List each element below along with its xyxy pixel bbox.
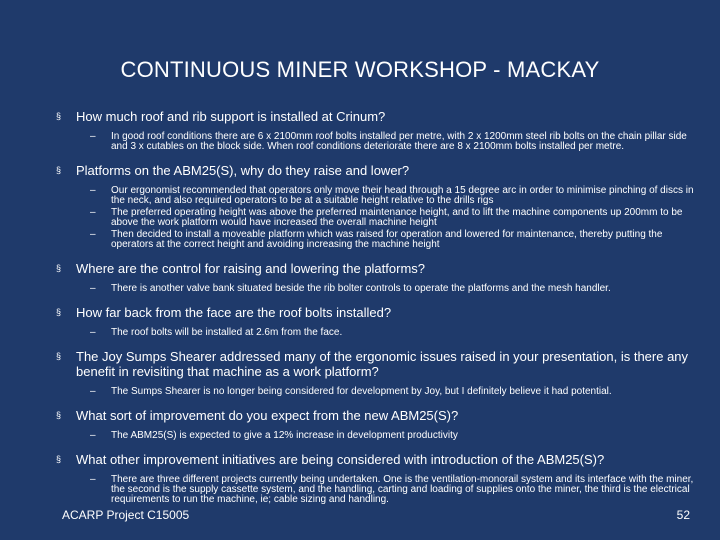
dash-icon: – xyxy=(90,327,96,338)
bullet-icon: § xyxy=(56,454,62,464)
question-label: The Joy Sumps Shearer addressed many of the ergonomic issues raised in your presentation, is there any benefit in revisiting that machine as a work platform? xyxy=(76,349,689,379)
answer-text: Then decided to install a moveable platform which was raised for operation and lowered for maintenance, thereby putting the operators at the correct height and avoiding increasing the machine height xyxy=(111,229,663,250)
page-number: 52 xyxy=(676,508,690,522)
answer-item xyxy=(56,208,696,228)
dash-icon: – xyxy=(90,207,96,218)
answer-item xyxy=(56,387,696,397)
question-text xyxy=(56,305,696,320)
bullet-icon: § xyxy=(56,165,62,175)
question-label: Platforms on the ABM25(S), why do they raise and lower? xyxy=(76,163,410,178)
answer-list xyxy=(56,387,696,397)
answer-item xyxy=(56,328,696,338)
bullet-icon: § xyxy=(56,410,62,420)
answer-item xyxy=(56,475,696,505)
question-item xyxy=(56,305,696,349)
question-item xyxy=(56,349,696,408)
dash-icon: – xyxy=(90,430,96,441)
spacer xyxy=(56,154,696,163)
question-item xyxy=(56,408,696,452)
answer-list xyxy=(56,431,696,441)
question-item xyxy=(56,452,696,516)
answer-text: The roof bolts will be installed at 2.6m from the face. xyxy=(111,327,343,338)
question-label: How much roof and rib support is installed at Crinum? xyxy=(76,109,386,124)
spacer xyxy=(56,252,696,261)
question-label: Where are the control for raising and lowering the platforms? xyxy=(76,261,426,276)
spacer xyxy=(56,340,696,349)
question-text xyxy=(56,261,696,276)
bullet-icon: § xyxy=(56,263,62,273)
slide-content xyxy=(56,109,696,516)
answer-item xyxy=(56,132,696,152)
dash-icon: – xyxy=(90,229,96,240)
dash-icon: – xyxy=(90,131,96,142)
answer-list xyxy=(56,328,696,338)
bullet-icon: § xyxy=(56,307,62,317)
question-item xyxy=(56,109,696,163)
answer-list xyxy=(56,132,696,152)
spacer xyxy=(56,443,696,452)
answer-item xyxy=(56,284,696,294)
answer-item xyxy=(56,186,696,206)
slide-title: CONTINUOUS MINER WORKSHOP - MACKAY xyxy=(120,57,600,82)
question-item xyxy=(56,261,696,305)
spacer xyxy=(56,399,696,408)
question-text xyxy=(56,163,696,178)
footer-project-label: ACARP Project C15005 xyxy=(62,508,190,522)
dash-icon: – xyxy=(90,283,96,294)
answer-text: The ABM25(S) is expected to give a 12% increase in development productivity xyxy=(111,430,458,441)
dash-icon: – xyxy=(90,474,96,485)
question-label: What other improvement initiatives are being considered with introduction of the ABM25(S)? xyxy=(76,452,605,467)
question-text xyxy=(56,349,696,379)
spacer xyxy=(56,296,696,305)
dash-icon: – xyxy=(90,185,96,196)
question-label: How far back from the face are the roof bolts installed? xyxy=(76,305,392,320)
question-item xyxy=(56,163,696,261)
answer-list xyxy=(56,284,696,294)
answer-text: The Sumps Shearer is no longer being considered for development by Joy, but I definitely believe it had potential. xyxy=(111,386,612,397)
question-text xyxy=(56,109,696,124)
answer-item xyxy=(56,431,696,441)
answer-text: The preferred operating height was above the preferred maintenance height, and to lift the machine components up 200mm to be above the work platform would have increased the overall machine height xyxy=(111,207,683,228)
bullet-icon: § xyxy=(56,351,62,361)
answer-list xyxy=(56,186,696,250)
question-text xyxy=(56,452,696,467)
answer-text: Our ergonomist recommended that operators only move their head through a 15 degree arc in order to minimise pinching of discs in the neck, and also required operators to be at a suitable height relative to the drills rigs xyxy=(111,185,694,206)
question-text xyxy=(56,408,696,423)
answer-item xyxy=(56,230,696,250)
answer-text: There are three different projects currently being undertaken. One is the ventilation-monorail system and its interface with the miner, the second is the supply cassette system, and the handling, carting and loading of supplies onto the miner, the third is the electrical requirements to run the machine, ie; cable sizing and handling. xyxy=(111,474,694,505)
bullet-icon: § xyxy=(56,111,62,121)
answer-text: There is another valve bank situated beside the rib bolter controls to operate the platforms and the mesh handler. xyxy=(111,283,611,294)
dash-icon: – xyxy=(90,386,96,397)
answer-list xyxy=(56,475,696,505)
question-label: What sort of improvement do you expect from the new ABM25(S)? xyxy=(76,408,459,423)
answer-text: In good roof conditions there are 6 x 2100mm roof bolts installed per metre, with 2 x 1200mm steel rib bolts on the chain pillar side and 3 x cutables on the block side. When roof conditions deteriorate there are 8 x 2100mm bolts installed per metre. xyxy=(111,131,687,152)
